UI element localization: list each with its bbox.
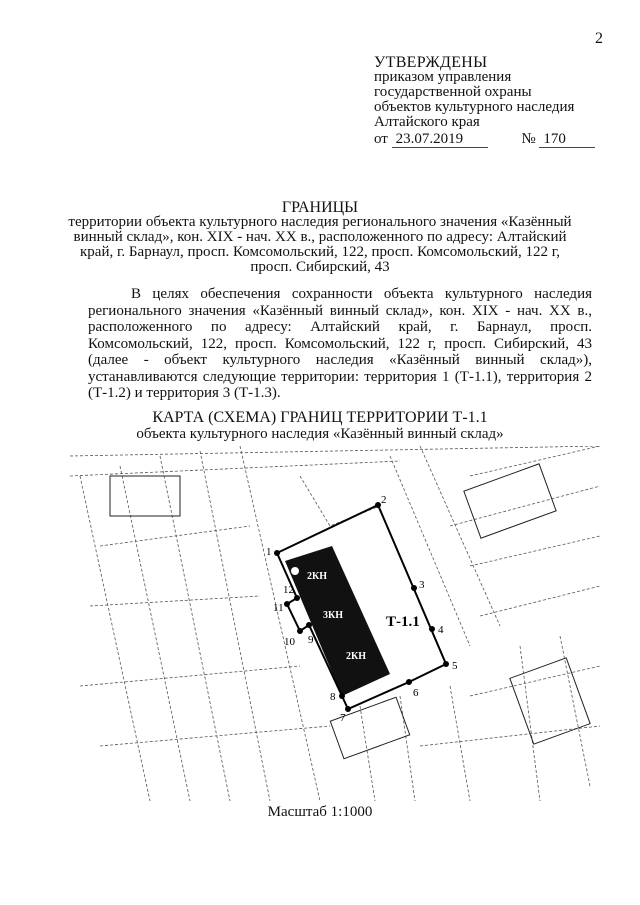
title-line: край, г. Барнаул, просп. Комсомольский, 122, просп. Комсомольский, 122 г,	[80, 244, 560, 260]
map-title: КАРТА (СХЕМА) ГРАНИЦ ТЕРРИТОРИИ Т-1.1	[152, 409, 488, 426]
number-prefix: №	[521, 131, 536, 147]
point-label: 6	[413, 687, 419, 699]
point-label: 9	[308, 634, 314, 646]
approval-number: 170	[539, 132, 595, 148]
building-label: 2КН	[346, 651, 367, 662]
approval-line: Алтайского края	[374, 114, 480, 130]
body-paragraph: В целях обеспечения сохранности объекта культурного наследия регионального значения «Казённый винный склад», кон. XIX - нач. XX в., расположенного по адресу: Алтайский край, г. Барнаул, просп. Комсомольский, 122, просп. Комсомольский, 122 г, просп. Сибирский, 43 (далее - объект культурного наследия «Казённый винный склад»), устанавливаются следующие территории: территория 1 (Т-1.1), территория 2 (Т-1.2) и территория 3 (Т-1.3).	[88, 286, 592, 401]
point-label: 8	[330, 691, 336, 703]
territory-map	[60, 446, 600, 801]
document-title	[0, 200, 640, 275]
building-label: 3КН	[323, 610, 344, 621]
approval-date: 23.07.2019	[392, 132, 488, 148]
heritage-building	[285, 546, 390, 696]
map-subtitle: объекта культурного наследия «Казённый винный склад»	[136, 426, 504, 442]
title-line: территории объекта культурного наследия регионального значения «Казённый	[68, 214, 572, 230]
approval-stamp	[374, 55, 595, 148]
point-label: 1	[266, 546, 272, 558]
object-marker-icon	[291, 567, 299, 575]
map-scale: Масштаб 1:1000	[267, 804, 373, 820]
date-prefix: от	[374, 131, 388, 147]
territory-label: Т-1.1	[386, 614, 420, 630]
point-label: 12	[283, 584, 294, 596]
point-label: 4	[438, 624, 444, 636]
point-label: 7	[340, 712, 346, 724]
title-line: просп. Сибирский, 43	[250, 259, 390, 275]
page-number: 2	[595, 30, 603, 47]
point-label: 5	[452, 660, 458, 672]
title-heading: ГРАНИЦЫ	[281, 199, 359, 216]
map-title-block	[0, 410, 640, 442]
approval-line: государственной охраны	[374, 84, 532, 100]
building-label: 2КН	[307, 571, 328, 582]
point-label: 3	[419, 579, 425, 591]
point-label: 10	[284, 636, 295, 648]
approval-heading: УТВЕРЖДЕНЫ	[374, 54, 488, 71]
approval-line: объектов культурного наследия	[374, 99, 575, 115]
title-line: винный склад», кон. XIX - нач. XX в., расположенного по адресу: Алтайский	[73, 229, 567, 245]
point-label: 2	[381, 494, 387, 506]
approval-line: приказом управления	[374, 69, 512, 85]
point-label: 11	[273, 602, 284, 614]
